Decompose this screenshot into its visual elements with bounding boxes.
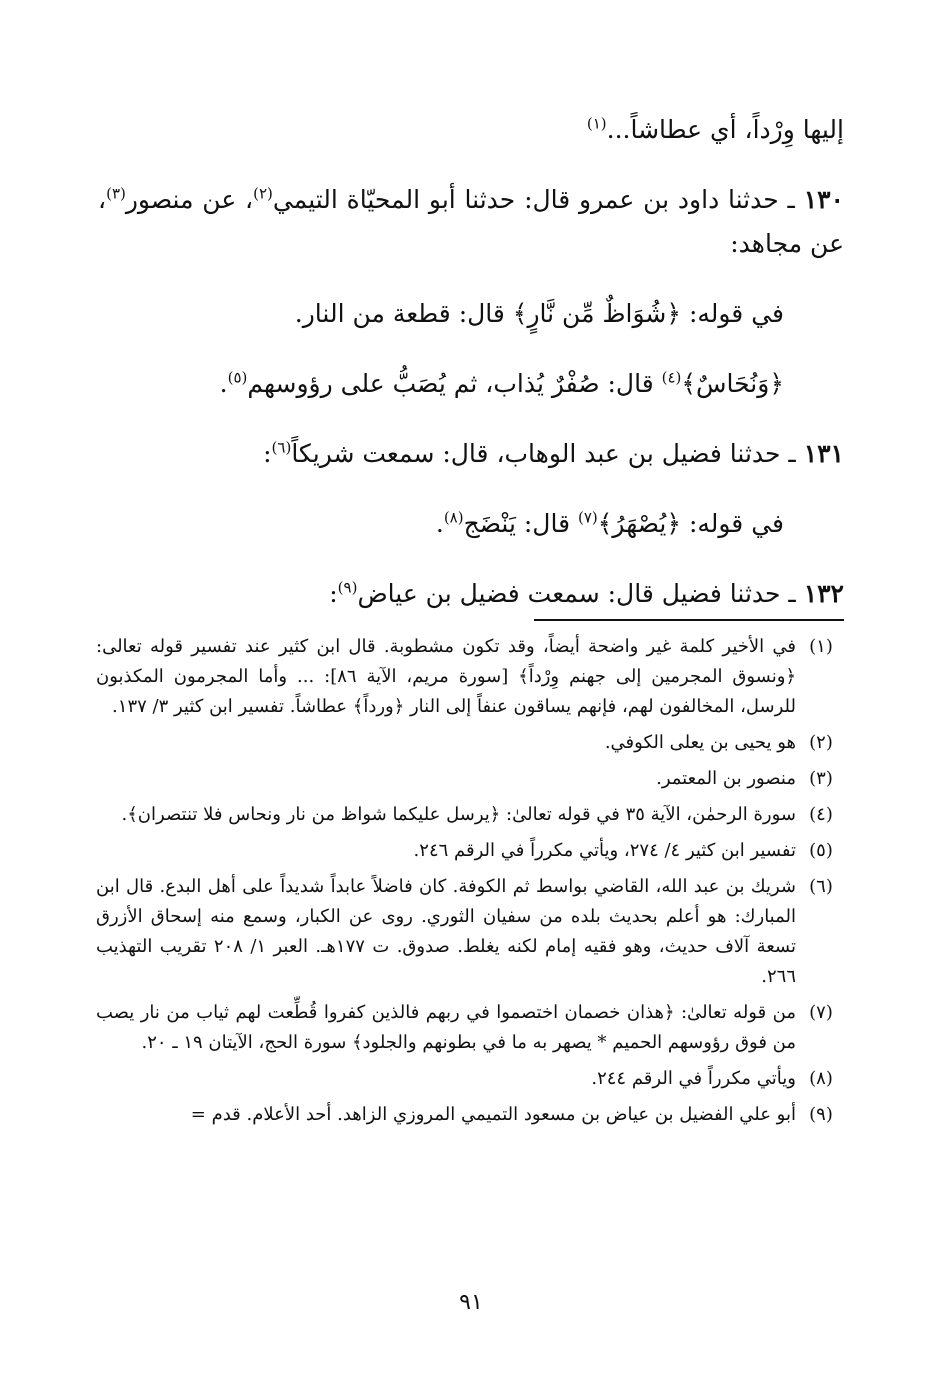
footnote-text: هو يحيى بن يعلى الكوفي.: [604, 732, 796, 753]
footnote-number: (٨): [809, 1068, 833, 1089]
footnote-ref: (٢): [253, 184, 273, 203]
hadith-number: ١٣٠: [803, 185, 844, 214]
opening-line-text: إليها وِرْداً، أي عطاشاً...: [606, 115, 844, 144]
hadith-text: :: [263, 439, 272, 468]
footnote: [96, 836, 846, 866]
footnote-number: (٥): [809, 840, 833, 861]
hadith-number: ١٣٢: [803, 579, 844, 608]
footnote-ref: (٦): [271, 438, 292, 457]
footnote: [96, 728, 846, 758]
footnote-number: (٤): [809, 804, 833, 825]
quote-2: [98, 362, 844, 406]
hadith-text: ـ حدثنا داود بن عمرو قال: حدثنا أبو المحيّاة التيمي: [272, 185, 804, 214]
quote-text: قال: صُفْرٌ يُذاب، ثم يُصَبُّ على رؤوسهم: [247, 369, 662, 398]
footnote: [96, 764, 846, 794]
quote-text: في قوله: ﴿يُصْهَرُ﴾: [597, 509, 784, 538]
hadith-132: [98, 572, 844, 616]
hadith-text: :: [329, 579, 338, 608]
hadith-text: ـ حدثنا فضيل قال: سمعت فضيل بن عياض: [357, 579, 804, 608]
footnote-text: في الأخير كلمة غير واضحة أيضاً، وقد تكون مشطوبة. قال ابن كثير عند تفسير قوله تعالى: ﴿ونسوق المجرمين إلى جهنم وِرْداً﴾ [سورة مريم، الآية ٨٦]: ... وأما المجرمون المكذبون للرسل، المخالفون لهم، فإنهم يساقون عنفاً إلى النار ﴿ورداً﴾ عطاشاً. تفسير ابن كثير ٣/ ١٣٧.: [96, 636, 796, 717]
footnote-text: شريك بن عبد الله، القاضي بواسط ثم الكوفة. كان فاضلاً عابداً شديداً على أهل البدع. قال ابن المبارك: هو أعلم بحديث بلده من سفيان الثوري. روى عن الكبار، وسمع منه إسحاق الأزرق تسعة آلاف حديث، وهو فقيه إمام لكنه يغلط. صدوق. ت ١٧٧هـ. العبر ١/ ٢٠٨ تقريب التهذيب ٢٦٦.: [96, 876, 796, 987]
footnote-ref: (٤): [661, 368, 682, 387]
footnote-number: (٢): [809, 732, 833, 753]
page-number: ٩١: [459, 1290, 483, 1315]
hadith-number: ١٣١: [803, 439, 844, 468]
footnote: [96, 1064, 846, 1094]
footnote: [96, 800, 846, 830]
footnote-text: من قوله تعالىٰ: ﴿هذان خصمان اختصموا في ربهم فالذين كفروا قُطِّعت لهم ثياب من نار يصب من فوق رؤوسهم الحميم * يصهر به ما في بطونهم والجلود﴾ سورة الحج، الآيتان ١٩ ـ ٢٠.: [96, 1002, 796, 1053]
quote-text: قال: يَنْضَج: [463, 509, 578, 538]
footnote-text: أبو علي الفضيل بن عياض بن مسعود التميمي المروزي الزاهد. أحد الأعلام. قدم =: [190, 1104, 796, 1125]
footnote: [96, 632, 846, 722]
quote-text: .: [435, 509, 444, 538]
quote-3: [98, 502, 844, 546]
hadith-text: ـ حدثنا فضيل بن عبد الوهاب، قال: سمعت شريكاً: [291, 439, 804, 468]
footnote-ref: (١): [586, 114, 607, 133]
footnote-number: (١): [809, 636, 833, 657]
footnote-ref: (٨): [443, 508, 464, 527]
footnote-number: (٧): [809, 1002, 833, 1023]
hadith-131: [98, 432, 844, 476]
footnote-text: ويأتي مكرراً في الرقم ٢٤٤.: [591, 1068, 796, 1089]
footnote-text: منصور بن المعتمر.: [656, 768, 796, 789]
hadith-130: [98, 178, 844, 266]
footnote: [96, 1100, 846, 1130]
footnote-number: (٩): [809, 1104, 833, 1125]
footnote-number: (٣): [809, 768, 833, 789]
footnote: [96, 872, 846, 992]
main-text: [98, 108, 844, 616]
opening-line: [98, 108, 844, 152]
footnote-ref: (٥): [227, 368, 248, 387]
quote-text: .: [219, 369, 228, 398]
footnote-divider: [534, 619, 844, 621]
quote-text: ﴿وَنُحَاسٌ﴾: [681, 369, 784, 398]
quote-text: في قوله: ﴿شُوَاظٌ مِّن نَّارٍ﴾ قال: قطعة من النار.: [294, 299, 784, 328]
footnote-ref: (٩): [337, 578, 358, 597]
footnote-number: (٦): [809, 876, 833, 897]
footnote-text: سورة الرحمٰن، الآية ٣٥ في قوله تعالىٰ: ﴿يرسل عليكما شواظ من نار ونحاس فلا تنتصران﴾.: [121, 804, 796, 825]
hadith-text: ، عن مجاهد:: [98, 185, 844, 258]
footnote-text: تفسير ابن كثير ٤/ ٢٧٤، ويأتي مكرراً في الرقم ٢٤٦.: [413, 840, 796, 861]
footnotes: [96, 632, 846, 1136]
hadith-text: ، عن منصور: [125, 185, 254, 214]
quote-1: [98, 292, 844, 336]
footnote-ref: (٧): [577, 508, 598, 527]
footnote-ref: (٣): [106, 184, 126, 203]
footnote: [96, 998, 846, 1058]
